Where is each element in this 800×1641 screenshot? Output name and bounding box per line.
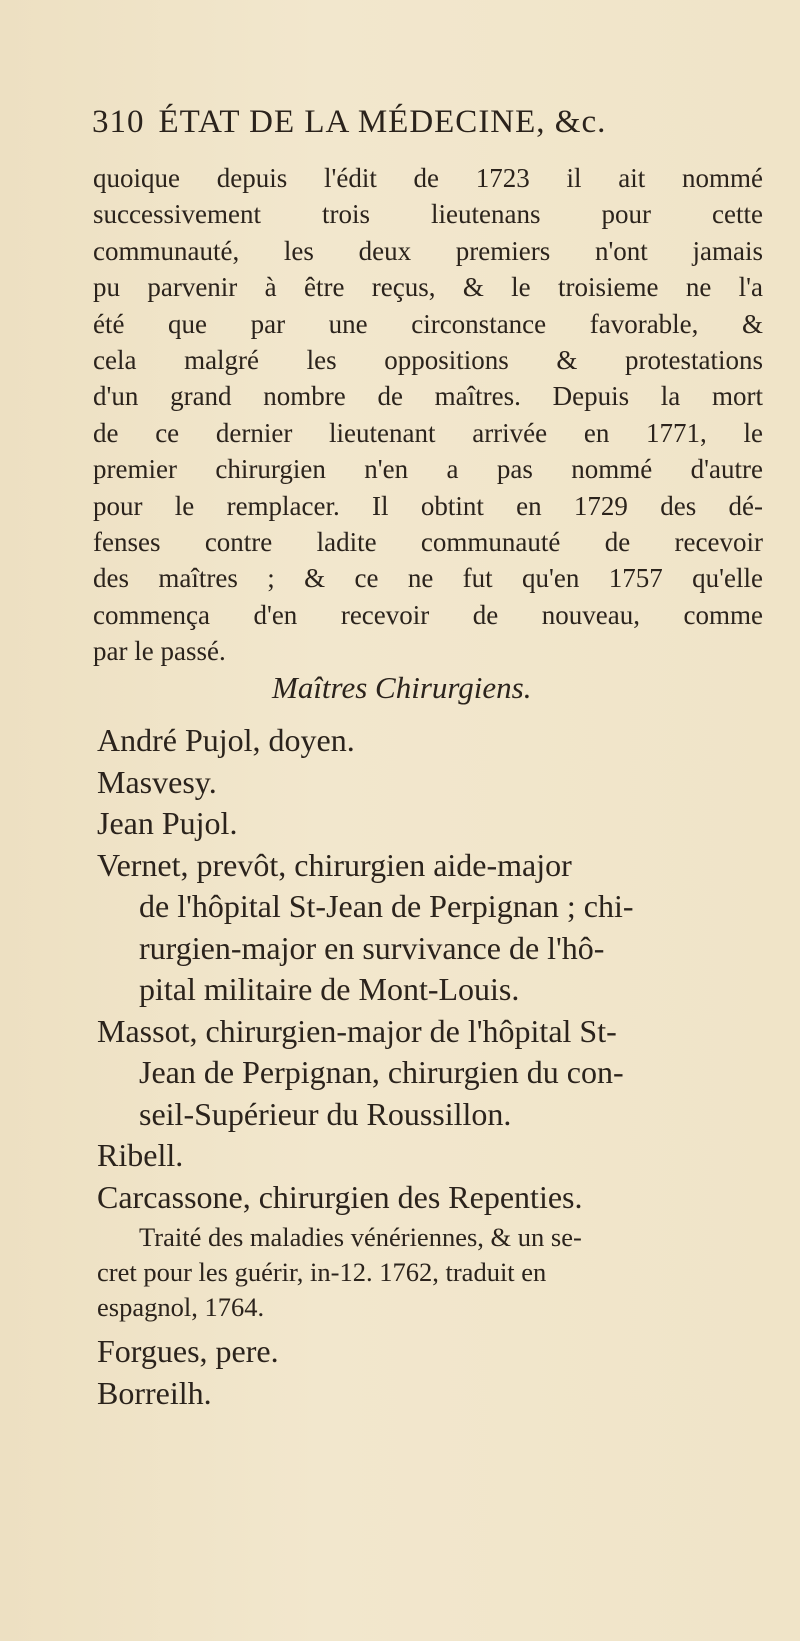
entry-text: Massot, chirurgien-major de l'hôpital St- xyxy=(97,1012,617,1049)
entry-text: Jean de Perpignan, chirurgien du con- xyxy=(139,1054,624,1090)
body-line: pu parvenir à être reçus, & le troisieme ne l'a xyxy=(93,272,763,303)
list-item xyxy=(97,1011,769,1136)
list-item xyxy=(97,1373,769,1415)
list-item xyxy=(97,1331,769,1373)
body-line: commença d'en recevoir de nouveau, comme xyxy=(93,599,763,630)
body-line: de ce dernier lieutenant arrivée en 1771, le xyxy=(93,417,763,448)
body-line: quoique depuis l'édit de 1723 il ait nommé xyxy=(93,163,763,193)
body-line: successivement trois lieutenans pour cette xyxy=(93,199,763,230)
entry-text: Borreilh. xyxy=(97,1374,212,1411)
footnote xyxy=(97,1220,769,1325)
page-number: 310 xyxy=(92,104,145,140)
body-line: des maîtres ; & ce ne fut qu'en 1757 qu'elle xyxy=(93,563,763,594)
entry-text: Ribell. xyxy=(97,1137,184,1173)
list-item xyxy=(97,845,769,1011)
running-title: ÉTAT DE LA MÉDECINE, &c. xyxy=(158,104,607,140)
entry-text: de l'hôpital St-Jean de Perpignan ; chi- xyxy=(139,888,634,924)
body-line: premier chirurgien n'en a pas nommé d'autre xyxy=(93,454,763,485)
body-line: d'un grand nombre de maîtres. Depuis la mort xyxy=(93,381,763,412)
section-title: Maîtres Chirurgiens. xyxy=(272,670,532,705)
list-item xyxy=(97,720,769,762)
body-line: pour le remplacer. Il obtint en 1729 des dé- xyxy=(93,490,763,521)
body-line: par le passé. xyxy=(93,636,226,667)
page-header xyxy=(92,104,772,141)
entry-text: André Pujol, doyen. xyxy=(97,722,355,758)
note-line: Traité des maladies vénériennes, & un se- xyxy=(139,1222,582,1252)
body-line: fenses contre ladite communauté de recevoir xyxy=(93,527,763,558)
entry-text: Forgues, pere. xyxy=(97,1333,279,1369)
surgeon-list xyxy=(97,720,769,1414)
list-item xyxy=(97,1135,769,1177)
body-line: communauté, les deux premiers n'ont jamais xyxy=(93,235,763,266)
body-line: été que par une circonstance favorable, & xyxy=(93,308,763,339)
entry-text: pital militaire de Mont-Louis. xyxy=(139,971,520,1007)
entry-text: Vernet, prevôt, chirurgien aide-major xyxy=(97,846,572,883)
note-line: espagnol, 1764. xyxy=(97,1292,265,1322)
list-item xyxy=(97,1177,769,1219)
body-line: cela malgré les oppositions & protestations xyxy=(93,345,763,376)
entry-text: Carcassone, chirurgien des Repenties. xyxy=(97,1178,583,1215)
note-line: cret pour les guérir, in-12. 1762, traduit en xyxy=(97,1257,547,1287)
body-paragraph xyxy=(93,160,763,670)
entry-text: seil-Supérieur du Roussillon. xyxy=(139,1095,512,1132)
list-item xyxy=(97,803,769,845)
entry-text: Jean Pujol. xyxy=(97,805,238,841)
list-item xyxy=(97,762,769,804)
entry-text: rurgien-major en survivance de l'hô- xyxy=(139,929,605,966)
entry-text: Masvesy. xyxy=(97,763,217,800)
